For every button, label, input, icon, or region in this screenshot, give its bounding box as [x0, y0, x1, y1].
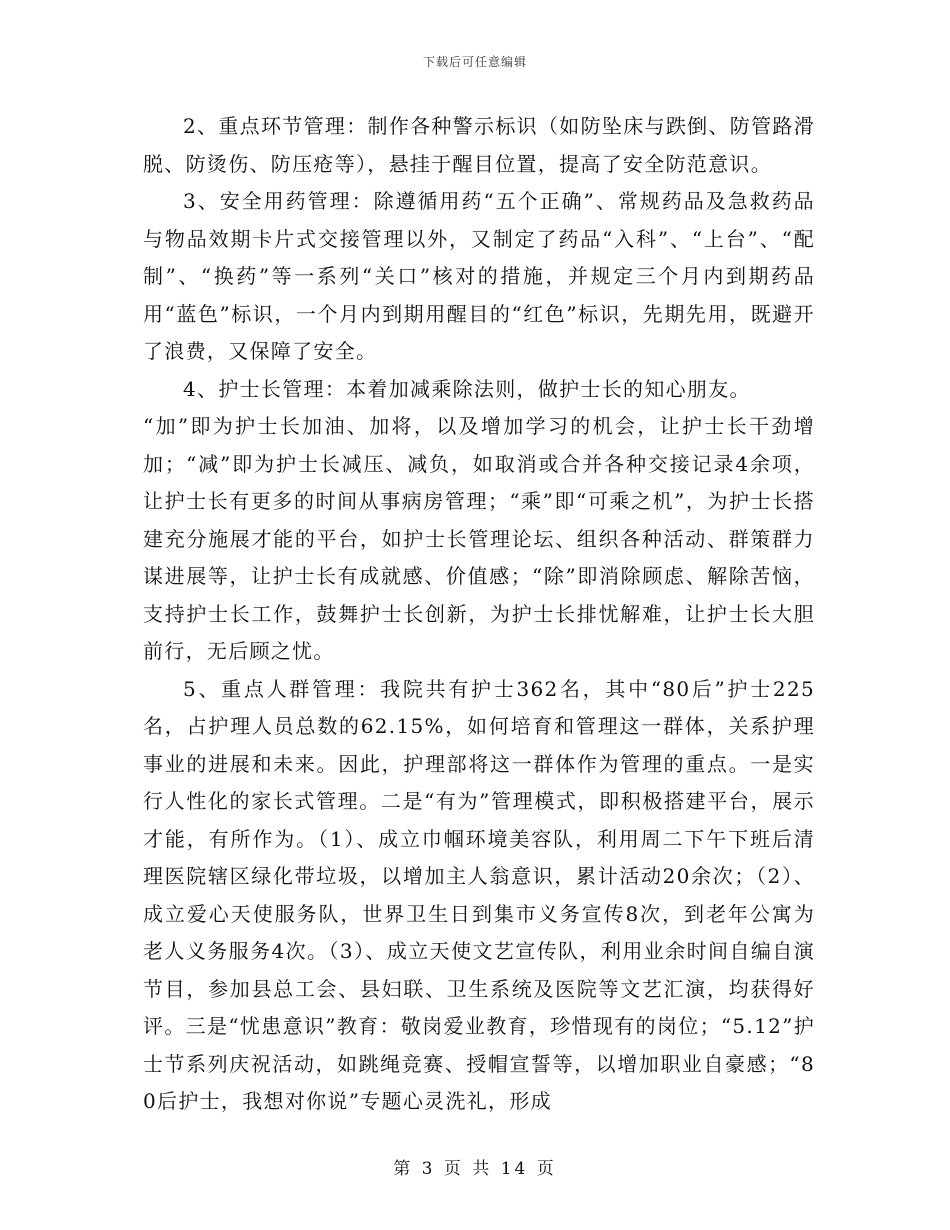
page-header-note: 下载后可任意编辑: [422, 55, 527, 69]
paragraph-head-nurse-management: 4、护士长管理：本着加减乘除法则，做护士长的知心朋友。: [183, 376, 751, 401]
page-number: 第 3 页 共 14 页: [393, 1159, 557, 1179]
paragraph-key-link-management: 2、重点环节管理：制作各种警示标识（如防坠床与跌倒、防管路滑脱、防烫伤、防压疮等），悬挂于醒目位置，提高了安全防范意识。: [143, 114, 815, 176]
document-body: [143, 108, 815, 1121]
paragraph-medication-management: 3、安全用药管理：除遵循用药“五个正确”、常规药品及急救药品与物品效期卡片式交接管理以外，又制定了药品“入科”、“上台”、“配制”、“换药”等一系列“关口”核对的措施，并规定三个月内到期药品用“蓝色”标识，一个月内到期用醒目的“红色”标识，先期先用，既避开了浪费，又保障了安全。: [143, 189, 815, 363]
paragraph-head-nurse-rules: “加”即为护士长加油、加将，以及增加学习的机会，让护士长干劲增加；“减”即为护士长减压、减负，如取消或合并各种交接记录4余项，让护士长有更多的时间从事病房管理；“乘”即“可乘之机”，为护士长搭建充分施展才能的平台，如护士长管理论坛、组织各种活动、群策群力谋进展等，让护士长有成就感、价值感；“除”即消除顾虑、解除苦恼，支持护士长工作，鼓舞护士长创新，为护士长排忧解难，让护士长大胆前行，无后顾之忧。: [143, 414, 815, 663]
paragraph-key-population-management: 5、重点人群管理：我院共有护士362名，其中“80后”护士225名，占护理人员总数的62.15%，如何培育和管理这一群体，关系护理事业的进展和未来。因此，护理部将这一群体作为管理的重点。一是实行人性化的家长式管理。二是“有为”管理模式，即积极搭建平台，展示才能，有所作为。（1）、成立巾帼环境美容队，利用周二下午下班后清理医院辖区绿化带垃圾，以增加主人翁意识，累计活动20余次；（2）、成立爱心天使服务队，世界卫生日到集市义务宣传8次，到老年公寓为老人义务服务4次。（3）、成立天使文艺宣传队，利用业余时间自编自演节目，参加县总工会、县妇联、卫生系统及医院等文艺汇演，均获得好评。三是“忧患意识”教育：敬岗爱业教育，珍惜现有的岗位；“5.12”护士节系列庆祝活动，如跳绳竞赛、授帽宣誓等，以增加职业自豪感；“80后护士，我想对你说”专题心灵洗礼，形成: [143, 676, 815, 1113]
